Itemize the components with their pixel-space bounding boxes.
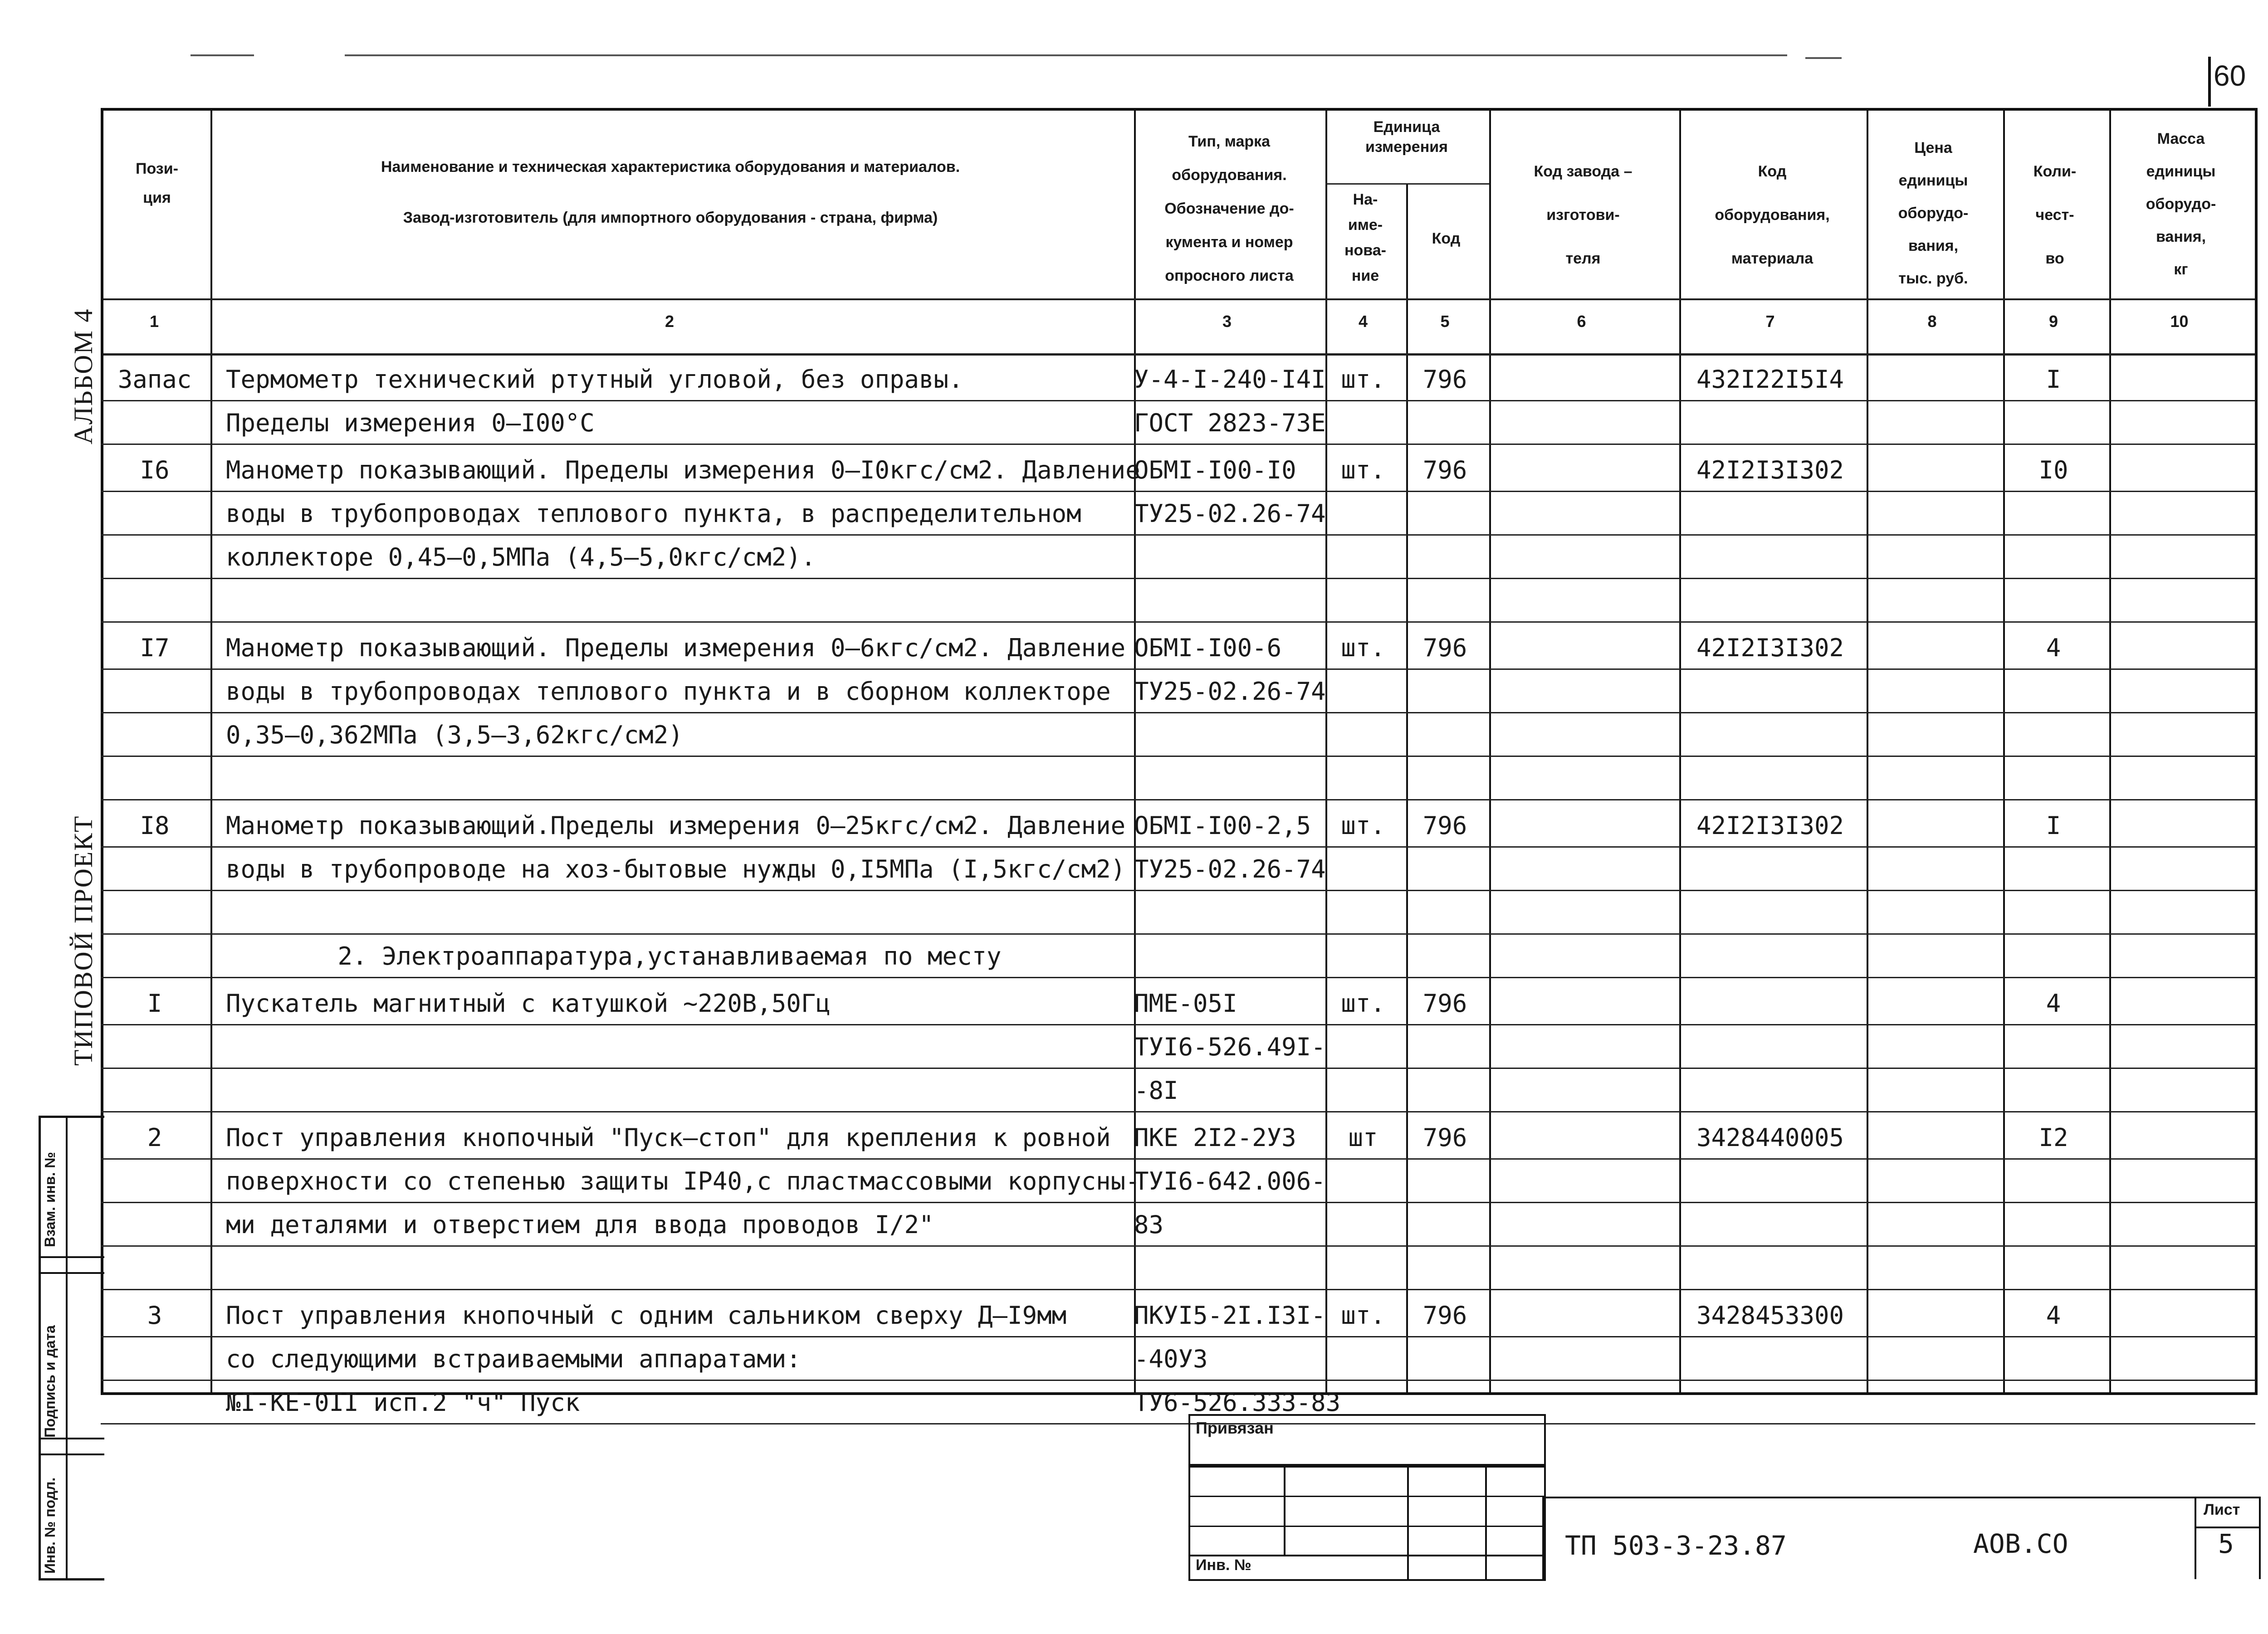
row-divider bbox=[101, 712, 2255, 713]
row-divider bbox=[101, 1202, 2255, 1203]
cell-type: ТУI6-526.49I- bbox=[1134, 1033, 1326, 1061]
cell-type: ОБМI-I00-I0 bbox=[1134, 456, 1296, 484]
cell-eq-code: 3428453300 bbox=[1696, 1301, 1844, 1330]
row-divider bbox=[101, 1158, 2255, 1160]
cell-unit-code: 796 bbox=[1422, 634, 1467, 662]
cell-qty: I0 bbox=[2038, 456, 2068, 484]
cell-unit: шт bbox=[1348, 1123, 1378, 1152]
doc-mark: АОВ.СО bbox=[1973, 1528, 2068, 1559]
column-number: 5 bbox=[1440, 312, 1450, 331]
cell-eq-code: 42I2I3I302 bbox=[1696, 811, 1844, 840]
row-divider bbox=[101, 890, 2255, 891]
column-number: 8 bbox=[1927, 312, 1937, 331]
top-rule-left bbox=[191, 54, 254, 56]
top-rule-right bbox=[1805, 57, 1842, 59]
header-qty: Коли- чест- во bbox=[2033, 163, 2077, 267]
row-divider bbox=[101, 621, 2255, 623]
cell-type: ПМЕ-05I bbox=[1134, 989, 1237, 1018]
cell-unit: шт. bbox=[1341, 1301, 1385, 1330]
row-divider bbox=[101, 1068, 2255, 1069]
column-number: 3 bbox=[1222, 312, 1232, 331]
cell-qty: I bbox=[2046, 811, 2061, 840]
cell-position: Запас bbox=[117, 365, 192, 394]
header-pos: Пози- ция bbox=[136, 160, 178, 206]
row-divider bbox=[101, 668, 2255, 670]
cell-name: Манометр показывающий. Пределы измерения 0–6кгс/см2. Давление bbox=[226, 634, 1126, 662]
cell-unit: шт. bbox=[1341, 456, 1385, 484]
column-number: 7 bbox=[1765, 312, 1775, 331]
cell-name: поверхности со степенью защиты IP40,с пластмассовыми корпусны- bbox=[226, 1167, 1140, 1195]
cell-name: воды в трубопроводах теплового пункта и в сборном коллекторе bbox=[226, 677, 1111, 706]
cell-eq-code: 42I2I3I302 bbox=[1696, 456, 1844, 484]
row-divider bbox=[101, 1336, 2255, 1337]
cell-name: №I-КЕ-0II исп.2 "ч" Пуск bbox=[226, 1388, 580, 1417]
side-label-podpis: Подпись и дата bbox=[42, 1325, 58, 1438]
sheet-corner-bar bbox=[2208, 57, 2211, 107]
row-divider bbox=[101, 977, 2255, 978]
cell-position: 3 bbox=[147, 1301, 162, 1330]
cell-type: ОБМI-I00-2,5 bbox=[1134, 811, 1311, 840]
cell-unit-code: 796 bbox=[1422, 989, 1467, 1018]
cell-name: Манометр показывающий.Пределы измерения 0–25кгс/см2. Давление bbox=[226, 811, 1126, 840]
cell-qty: I bbox=[2046, 365, 2061, 394]
cell-position: I6 bbox=[140, 456, 170, 484]
column-number: 1 bbox=[149, 312, 159, 331]
cell-unit-code: 796 bbox=[1422, 1123, 1467, 1152]
cell-qty: 4 bbox=[2046, 634, 2061, 662]
row-divider bbox=[101, 1024, 2255, 1025]
side-label-vzam: Взам. инв. № bbox=[42, 1152, 58, 1247]
cell-name: Пускатель магнитный с катушкой ~220В,50Гц bbox=[226, 989, 831, 1018]
list-label: Лист bbox=[2204, 1501, 2240, 1518]
column-number: 9 bbox=[2048, 312, 2058, 331]
cell-eq-code: 42I2I3I302 bbox=[1696, 634, 1844, 662]
column-number: 6 bbox=[1577, 312, 1586, 331]
header-unit-code: Код bbox=[1432, 230, 1461, 247]
cell-qty: 4 bbox=[2046, 1301, 2061, 1330]
side-project: ТИПОВОЙ ПРОЕКТ bbox=[68, 815, 98, 1066]
cell-name: со следующими встраиваемыми аппаратами: bbox=[226, 1345, 801, 1373]
cell-eq-code: 432I22I5I4 bbox=[1696, 365, 1844, 394]
cell-position: I8 bbox=[140, 811, 170, 840]
row-divider bbox=[101, 578, 2255, 579]
cell-type: ТУ25-02.26-74 bbox=[1134, 677, 1326, 706]
cell-unit: шт. bbox=[1341, 634, 1385, 662]
cell-name: Пост управления кнопочный с одним сальником сверху Д–I9мм bbox=[226, 1301, 1067, 1330]
cell-type: 83 bbox=[1134, 1210, 1164, 1239]
cell-position: I7 bbox=[140, 634, 170, 662]
cell-unit: шт. bbox=[1341, 989, 1385, 1018]
row-divider bbox=[101, 933, 2255, 935]
cell-type: У-4-I-240-I4I bbox=[1134, 365, 1326, 394]
cell-name: 0,35–0,362МПа (3,5–3,62кгс/см2) bbox=[226, 721, 683, 749]
column-number: 10 bbox=[2170, 312, 2189, 331]
header-eq-code: Код оборудования, материала bbox=[1715, 163, 1830, 267]
inv-no-label: Инв. № bbox=[1196, 1556, 1251, 1574]
cell-unit-code: 796 bbox=[1422, 811, 1467, 840]
header-name-1: Наименование и техническая характеристика оборудования и материалов. bbox=[381, 158, 960, 176]
row-divider bbox=[101, 1245, 2255, 1247]
cell-name: воды в трубопроводах теплового пункта, в распределительном bbox=[226, 499, 1081, 528]
cell-type: ОБМI-I00-6 bbox=[1134, 634, 1282, 662]
cell-name: ми деталями и отверстием для ввода проводов I/2" bbox=[226, 1210, 934, 1239]
doc-code: ТП 503-3-23.87 bbox=[1565, 1530, 1787, 1561]
cell-type: ПКУI5-2I.I3I- bbox=[1134, 1301, 1326, 1330]
row-divider bbox=[101, 491, 2255, 492]
side-label-inv: Инв. № подл. bbox=[42, 1477, 58, 1574]
cell-unit: шт. bbox=[1341, 365, 1385, 394]
cell-type: -8I bbox=[1134, 1076, 1178, 1105]
cell-position: I bbox=[147, 989, 162, 1018]
row-divider bbox=[101, 1380, 2255, 1381]
cell-unit-code: 796 bbox=[1422, 1301, 1467, 1330]
row-divider bbox=[101, 756, 2255, 757]
side-album: АЛЬБОМ 4 bbox=[68, 308, 98, 444]
cell-type: ТУI6-642.006- bbox=[1134, 1167, 1326, 1195]
row-divider bbox=[101, 846, 2255, 848]
column-number: 2 bbox=[665, 312, 675, 331]
row-divider bbox=[101, 534, 2255, 536]
header-unit-name: На- име- нова- ние bbox=[1344, 191, 1386, 284]
cell-unit-code: 796 bbox=[1422, 365, 1467, 394]
header-type: Тип, марка оборудования. Обозначение до- кумента и номер опросного листа bbox=[1164, 133, 1294, 284]
cell-type: ПКЕ 2I2-2У3 bbox=[1134, 1123, 1296, 1152]
cell-type: -40У3 bbox=[1134, 1345, 1208, 1373]
header-factory: Код завода – изготови- теля bbox=[1534, 163, 1633, 267]
row-divider bbox=[101, 799, 2255, 800]
row-divider bbox=[101, 1423, 2255, 1424]
cell-type: ТУ25-02.26-74 bbox=[1134, 855, 1326, 883]
cell-name: воды в трубопроводе на хоз-бытовые нужды 0,I5МПа (I,5кгс/см2) bbox=[226, 855, 1126, 883]
header-mass: Масса единицы оборудо- вания, кг bbox=[2146, 130, 2216, 278]
row-divider bbox=[101, 1111, 2255, 1112]
top-rule bbox=[345, 54, 1787, 56]
section-title: 2. Электроаппаратура,устанавливаемая по месту bbox=[337, 942, 1002, 971]
header-name-2: Завод-изготовитель (для импортного оборудования - страна, фирма) bbox=[403, 209, 938, 226]
cell-unit: шт. bbox=[1341, 811, 1385, 840]
header-unit-group: Единица измерения bbox=[1365, 118, 1448, 156]
cell-type: ТУ6-526.333-83 bbox=[1134, 1388, 1341, 1417]
header-price: Цена единицы оборудо- вания, тыс. руб. bbox=[1898, 139, 1969, 287]
row-divider bbox=[101, 400, 2255, 401]
cell-type: ГОСТ 2823-73Е bbox=[1134, 409, 1326, 437]
cell-position: 2 bbox=[147, 1123, 162, 1152]
row-divider bbox=[101, 444, 2255, 445]
cell-name: Манометр показывающий. Пределы измерения 0–I0кгс/см2. Давление bbox=[226, 456, 1140, 484]
cell-type: ТУ25-02.26-74 bbox=[1134, 499, 1326, 528]
cell-name: Пост управления кнопочный "Пуск–стоп" для крепления к ровной bbox=[226, 1123, 1111, 1152]
cell-qty: 4 bbox=[2046, 989, 2061, 1018]
cell-name: коллекторе 0,45–0,5МПа (4,5–5,0кгс/см2). bbox=[226, 543, 816, 571]
sheet-corner-number: 60 bbox=[2214, 59, 2246, 92]
cell-qty: I2 bbox=[2038, 1123, 2068, 1152]
privyazan-label: Привязан bbox=[1196, 1419, 1274, 1437]
cell-eq-code: 3428440005 bbox=[1696, 1123, 1844, 1152]
cell-name: Термометр технический ртутный угловой, без оправы. bbox=[226, 365, 963, 394]
list-number: 5 bbox=[2218, 1528, 2234, 1559]
row-divider bbox=[101, 1289, 2255, 1290]
column-number: 4 bbox=[1358, 312, 1368, 331]
cell-unit-code: 796 bbox=[1422, 456, 1467, 484]
cell-name: Пределы измерения 0–I00°C bbox=[226, 409, 595, 437]
